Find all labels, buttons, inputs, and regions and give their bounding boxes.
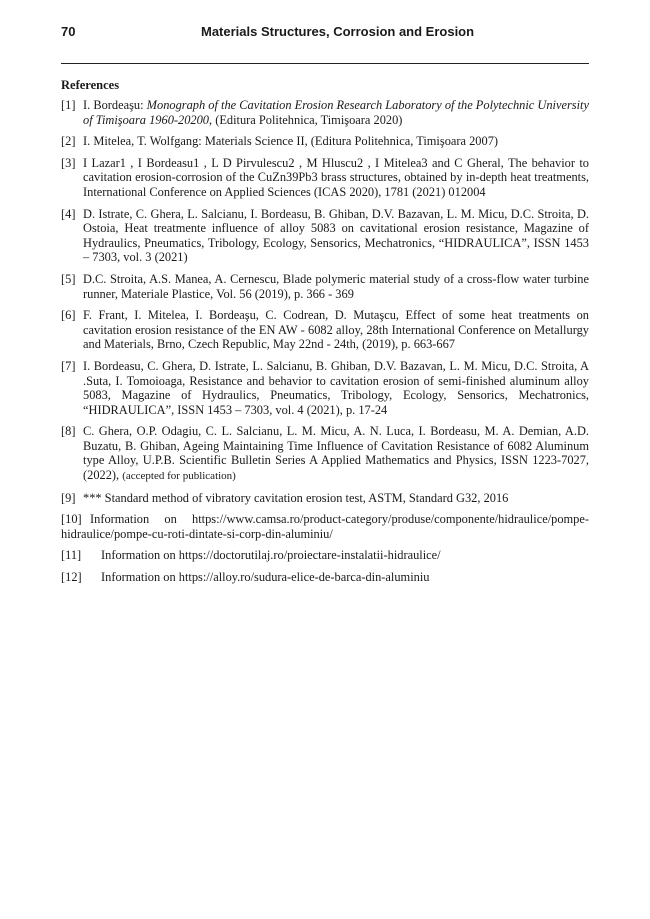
book-title: Monograph of the Cavitation Erosion Research Laboratory of the Polytechnic University of Timişoara 1960-20200 [83,98,589,127]
reference-item [61,424,589,483]
references-heading: References [61,78,120,92]
reference-item [61,272,589,301]
reference-text: D. Istrate, C. Ghera, L. Salcianu, I. Bordeasu, B. Ghiban, D.V. Bazavan, L. M. Micu, D.C. Stroita, D. Ostoia, Heat treatmente influence of alloy 5083 on cavitational erosion resistance, Magazine of Hydraulics, Pneumatics, Tribology, Ecology, Sensorics, Mechatronics, “HIDRAULICA”, ISSN 1453 – 7303, vol. 3 (2021) [83,206,589,265]
publication-status: (accepted for publication) [122,470,236,483]
reference-number: [3] [61,155,76,170]
reference-text: I. Mitelea, T. Wolfgang: Materials Science II, (Editura Politehnica, Timişoara 2007) [83,134,499,149]
page-header [61,22,589,42]
reference-list [61,98,589,592]
header-divider [61,63,589,64]
reference-number: [9] [61,490,76,505]
page-number: 70 [61,24,76,39]
reference-number: [5] [61,271,76,286]
running-title: Materials Structures, Corrosion and Erosion [201,24,475,39]
reference-item [61,570,589,585]
reference-text [61,512,589,541]
reference-text-inner: Information on https://www.camsa.ro/product-category/produse/componente/hidraulice/pompe-hidraulice/pompe-cu-roti-dintate-si-corp-din-aluminiu/ [61,512,589,541]
reference-item [61,134,589,149]
reference-item [61,207,589,265]
reference-text: F. Frant, I. Mitelea, I. Bordeaşu, C. Codrean, D. Mutaşcu, Effect of some heat treatments on cavitation erosion resistance of the EN AW - 6082 alloy, 28th International Conference on Metallurgy and Materials, Brno, Czech Republic, May 22nd - 24th, (2019), p. 663-667 [83,308,589,352]
reference-item [61,98,589,127]
reference-text: C. Ghera, O.P. Odagiu, C. L. Salcianu, L. M. Micu, A. N. Luca, I. Bordeasu, M. A. Demian, A.D. Buzatu, B. Ghiban, Ageing Maintaining Time Influence of Cavitation Resistance of 6082 Aluminum type Alloy, U.P.B. Scientific Bulletin Series A Applied Mathematics and Physics, ISSN 1223-7027, (2022), (accepted for publication) [83,424,589,483]
reference-item [61,156,589,200]
reference-text: I Lazar1 , I Bordeasu1 , L D Pirvulescu2 , M Hluscu2 , I Mitelea3 and C Gheral, The behavior to cavitation erosion-corrosion of the CuZn39Pb3 brass structures, obtained by in-depth heat treatments, International Conference on Applied Sciences (ICAS 2020), 1781 (2021) 012004 [83,155,589,199]
reference-text: I. Bordeaşu: Monograph of the Cavitation Erosion Research Laboratory of the Polytechnic University of Timişoara 1960-20200, (Editura Politehnica, Timişoara 2020) [83,98,589,127]
reference-item [61,359,589,417]
reference-item [61,308,589,352]
reference-text: Information on https://doctorutilaj.ro/proiectare-instalatii-hidraulice/ [101,548,441,563]
reference-text: *** Standard method of vibratory cavitation erosion test, ASTM, Standard G32, 2016 [83,490,509,505]
reference-item [61,491,589,506]
reference-item [61,512,589,541]
reference-number: [8] [61,424,76,439]
reference-number: [10] [61,512,82,527]
reference-number: [1] [61,98,76,112]
reference-number: [12] [61,570,82,585]
reference-text: D.C. Stroita, A.S. Manea, A. Cernescu, Blade polymeric material study of a cross-flow water turbine runner, Materiale Plastice, Vol. 56 (2019), p. 366 - 369 [83,271,589,301]
reference-number: [11] [61,548,82,563]
reference-number: [2] [61,134,76,149]
reference-number: [4] [61,206,76,221]
reference-number: [7] [61,358,76,373]
reference-text: Information on https://alloy.ro/sudura-elice-de-barca-din-aluminiu [101,570,430,585]
reference-item [61,548,589,563]
reference-text: I. Bordeasu, C. Ghera, D. Istrate, L. Salcianu, B. Ghiban, D.V. Bazavan, L. M. Micu, D.C. Stroita, A .Suta, I. Tomoioaga, Resistance and behavior to cavitation erosion of semi-finished aluminum alloy 5083, Magazine of Hydraulics, Pneumatics, Tribology, Ecology, Sensorics, Mechatronics, “HIDRAULICA”, ISSN 1453 – 7303, vol. 4 (2021), p. 17-24 [83,358,589,417]
reference-number: [6] [61,308,76,323]
